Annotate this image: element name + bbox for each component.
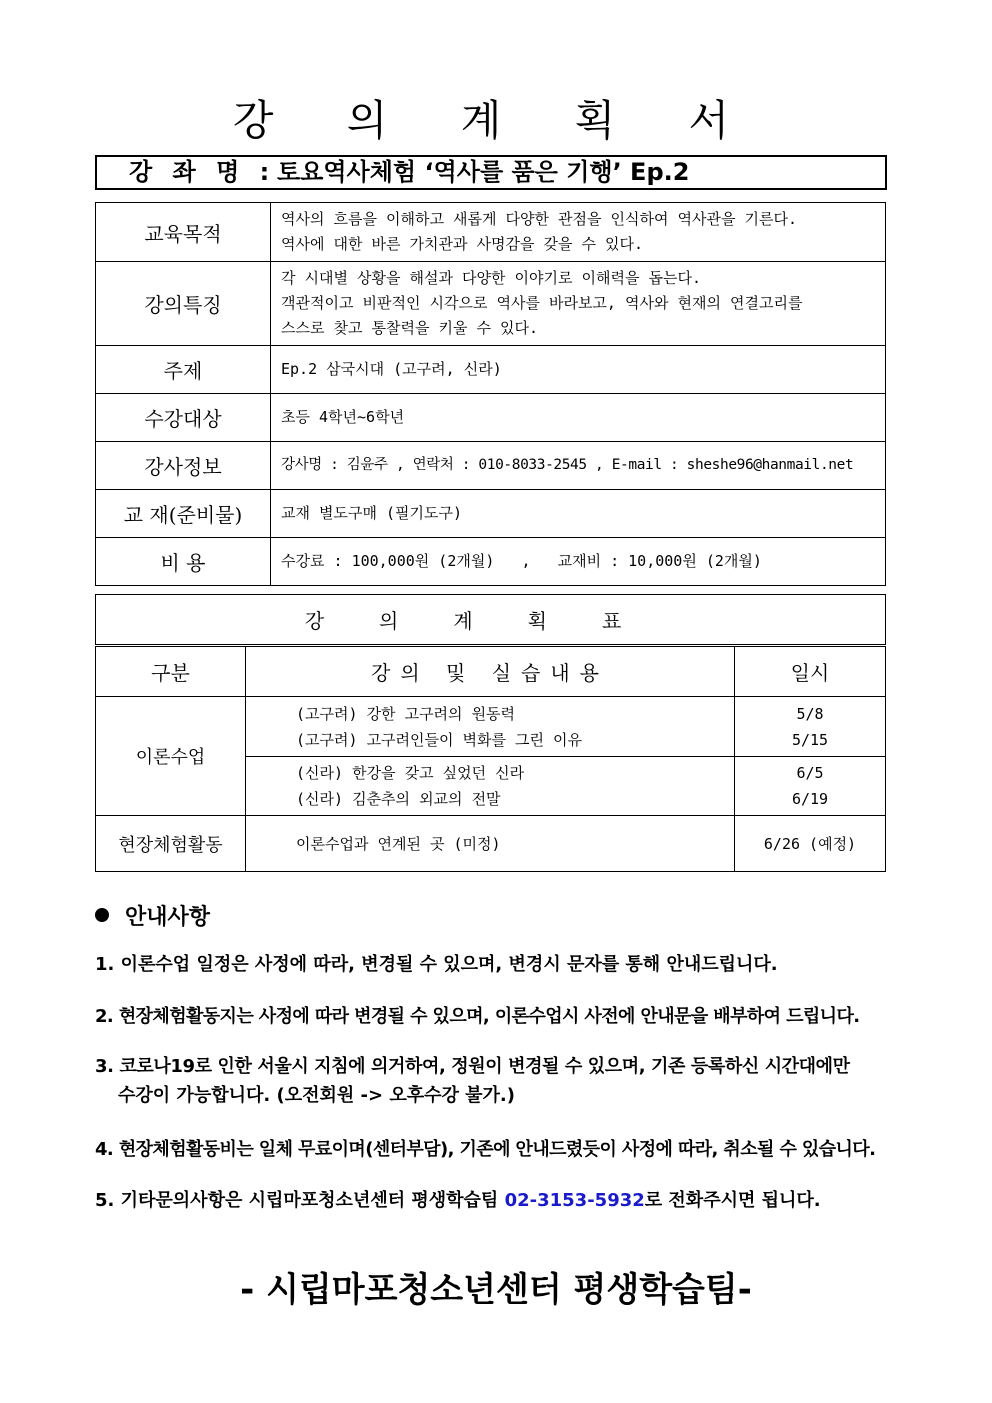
notice-heading: 안내사항 — [95, 900, 210, 931]
plan-title: 강의계획표 — [96, 595, 886, 646]
info-key: 교 재(준비물) — [96, 490, 271, 538]
header-content: 강의 및 실습내용 — [246, 646, 735, 697]
plan-title-row — [96, 595, 886, 646]
course-name: 토요역사체험 ‘역사를 품은 기행’ Ep.2 — [277, 158, 690, 186]
lecture-dates: 6/5 6/19 — [735, 757, 886, 816]
header-date: 일시 — [735, 646, 886, 697]
info-row-materials — [96, 490, 886, 538]
lecture-items: (신라) 한강을 갖고 싶었던 신라 (신라) 김춘추의 외교의 전말 — [246, 757, 735, 816]
plan-row — [96, 697, 886, 757]
theory-category: 이론수업 — [96, 697, 246, 816]
phone-number: 02-3153-5932 — [504, 1190, 645, 1211]
field-category: 현장체험활동 — [96, 816, 246, 872]
info-value: 역사의 흐름을 이해하고 새롭게 다양한 관점을 인식하여 역사관을 기른다. 역사에 대한 바른 가치관과 사명감을 갖을 수 있다. — [271, 203, 886, 262]
notice-item-contact: 5. 기타문의사항은 시립마포청소년센터 평생학습팀 02-3153-5932로 전화주시면 됩니다. — [95, 1190, 821, 1211]
lecture-items: (고구려) 강한 고구려의 원동력 (고구려) 고구려인들이 벽화를 그린 이유 — [246, 697, 735, 757]
notice-item: 2. 현장체험활동지는 사정에 따라 변경될 수 있으며, 이론수업시 사전에 안내문을 배부하여 드립니다. — [95, 1006, 860, 1027]
notice-item: 1. 이론수업 일정은 사정에 따라, 변경될 수 있으며, 변경시 문자를 통해 안내드립니다. — [95, 954, 778, 975]
bullet-icon — [95, 908, 109, 922]
notice-item: 3. 코로나19로 인한 서울시 지침에 의거하여, 정원이 변경될 수 있으며, 기존 등록하신 시간대에만 — [95, 1056, 850, 1077]
info-key: 주제 — [96, 346, 271, 394]
info-value: 교재 별도구매 (필기도구) — [271, 490, 886, 538]
info-value: Ep.2 삼국시대 (고구려, 신라) — [271, 346, 886, 394]
footer-organization: - 시립마포청소년센터 평생학습팀- — [240, 1270, 752, 1310]
info-row-target — [96, 394, 886, 442]
info-key: 교육목적 — [96, 203, 271, 262]
info-value: 강사명 : 김윤주 , 연락처 : 010-8033-2545 , E-mail : sheshe96@hanmail.net — [271, 442, 886, 490]
page-title: 강 의 계 획 서 — [232, 96, 760, 145]
lecture-plan-table — [95, 594, 886, 872]
info-row-topic — [96, 346, 886, 394]
info-key: 비 용 — [96, 538, 271, 586]
plan-header-row — [96, 646, 886, 697]
info-row-fee — [96, 538, 886, 586]
header-category: 구분 — [96, 646, 246, 697]
info-key: 수강대상 — [96, 394, 271, 442]
notice-item: 4. 현장체험활동비는 일체 무료이며(센터부담), 기존에 안내드렸듯이 사정에 따라, 취소될 수 있습니다. — [95, 1139, 876, 1160]
course-info-table — [95, 202, 886, 586]
info-key: 강의특징 — [96, 262, 271, 346]
info-key: 강사정보 — [96, 442, 271, 490]
info-row-purpose — [96, 203, 886, 262]
field-date: 6/26 (예정) — [735, 816, 886, 872]
course-name-box — [95, 155, 887, 190]
notice-item: 수강이 가능합니다. (오전회원 -> 오후수강 불가.) — [118, 1085, 515, 1106]
field-item: 이론수업과 연계된 곳 (미정) — [246, 816, 735, 872]
info-row-features — [96, 262, 886, 346]
course-label: 강 좌 명 : — [129, 158, 276, 186]
info-row-instructor — [96, 442, 886, 490]
info-value: 수강료 : 100,000원 (2개월) , 교재비 : 10,000원 (2개월) — [271, 538, 886, 586]
info-value: 초등 4학년~6학년 — [271, 394, 886, 442]
plan-row-field — [96, 816, 886, 872]
info-value: 각 시대별 상황을 해설과 다양한 이야기로 이해력을 돕는다. 객관적이고 비판적인 시각으로 역사를 바라보고, 역사와 현재의 연결고리를 스스로 찾고 통찰력을 키울 수 있다. — [271, 262, 886, 346]
lecture-dates: 5/8 5/15 — [735, 697, 886, 757]
